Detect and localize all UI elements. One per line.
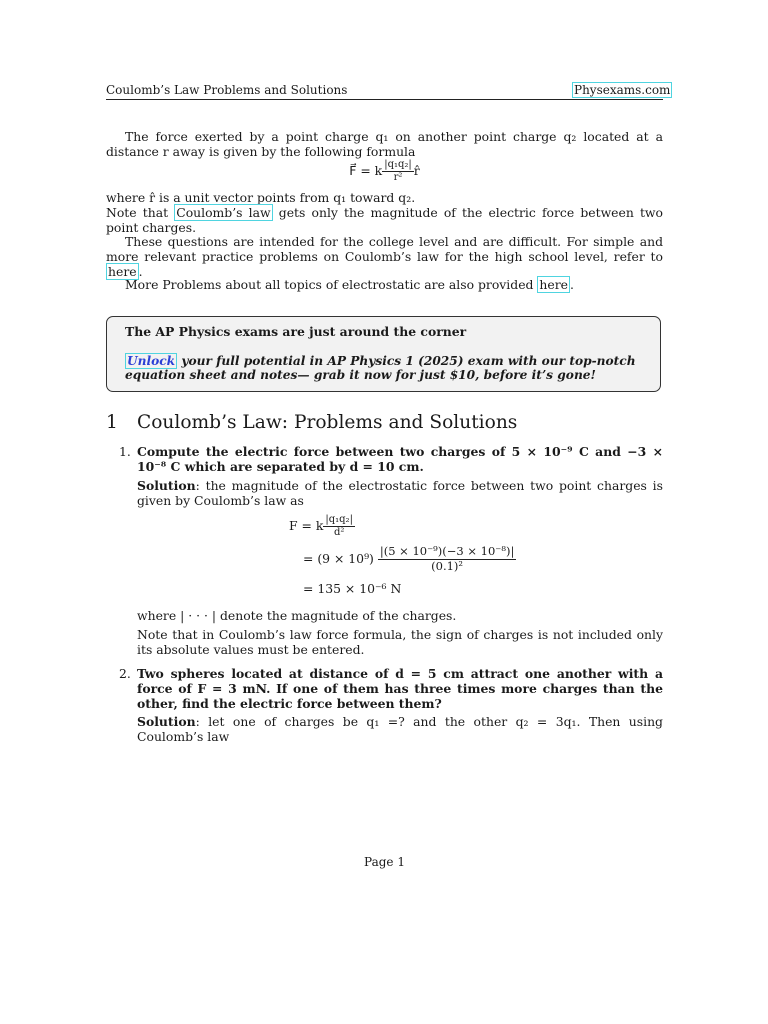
coulombs-law-link[interactable]: Coulomb’s law: [176, 205, 271, 220]
page-number: Page 1: [364, 855, 405, 869]
solution-text: : the magnitude of the electrostatic force between two point charges is given by Coulomb’s law as: [137, 478, 663, 508]
section-title: Coulomb’s Law: Problems and Solutions: [137, 412, 518, 433]
p3-end: .: [569, 277, 574, 292]
eq1-numerator: |q₁q₂|: [325, 514, 353, 525]
eq2-lhs: = (9 × 10⁹): [303, 550, 374, 566]
note-prefix: Note that: [106, 205, 175, 220]
solution-label: Solution: [137, 714, 196, 729]
problem-1-question: Compute the electric force between two charges of 5 × 10⁻⁹ C and −3 × 10⁻⁸ C which are separated by d = 10 cm.: [137, 444, 663, 474]
eq2-denominator: (0.1)²: [431, 558, 464, 573]
problem-2-number: 2.: [119, 666, 131, 681]
note-suffix: gets only the magnitude of the electric force between two point charges.: [106, 205, 663, 235]
high-school-link[interactable]: here: [108, 263, 137, 279]
problem-1-eq-line-2: [303, 545, 516, 574]
note-paragraph: [106, 206, 663, 236]
problem-1-eq-line-1: [289, 514, 355, 539]
formula-lhs: F⃗ = k: [349, 163, 383, 178]
eq1-lhs: F = k: [289, 518, 324, 533]
problem-1-note: Note that in Coulomb’s law force formula, the sign of charges is not included only its absolute values must be entered.: [137, 627, 663, 657]
where-unit-vector: where r̂ is a unit vector points from q₁ toward q₂.: [106, 190, 416, 205]
solution-text: : let one of charges be q₁ =? and the other q₂ = 3q₁. Then using Coulomb’s law: [137, 714, 663, 744]
problem-1-solution-intro: [137, 479, 663, 509]
p2-end: .: [138, 263, 143, 279]
ap-physics-promo-box: [106, 316, 661, 392]
section-heading: [106, 412, 517, 434]
problem-2-solution-intro: [137, 715, 663, 745]
eq1-fraction: [323, 514, 355, 539]
unlock-link[interactable]: Unlock: [127, 354, 176, 368]
p3-text: More Problems about all topics of electrostatic are also provided: [125, 277, 538, 292]
eq2-fraction: [378, 545, 517, 574]
problem-1-where: where | · · · | denote the magnitude of the charges.: [137, 608, 457, 623]
problem-1-number: 1.: [119, 444, 131, 459]
formula-fraction: [382, 159, 414, 184]
college-level-paragraph: [106, 235, 663, 280]
promo-text: [125, 354, 655, 383]
p2-text: These questions are intended for the college level and are difficult. For simple and more relevant practice problems on Coulomb’s law for the high school level, refer to: [106, 234, 663, 264]
coulomb-formula: [106, 159, 663, 184]
header-rule: [106, 99, 663, 100]
promo-body: your full potential in AP Physics 1 (2025) exam with our top-notch equation sheet and notes— grab it now for just $10, before it’s gone!: [125, 354, 636, 383]
header-title: Coulomb’s Law Problems and Solutions: [106, 83, 348, 97]
problem-1-eq-line-3: = 135 × 10⁻⁶ N: [303, 581, 402, 596]
intro-paragraph: The force exerted by a point charge q₁ on another point charge q₂ located at a distance r away is given by the following formula: [106, 129, 663, 159]
solution-label: Solution: [137, 478, 196, 493]
section-number: 1: [106, 412, 118, 433]
formula-numerator: |q₁q₂|: [384, 159, 412, 170]
problem-2-question: Two spheres located at distance of d = 5 cm attract one another with a force of F = 3 mN. If one of them has three times more charges than the other, find the electric force between them?: [137, 666, 663, 711]
formula-denominator: r²: [393, 172, 403, 183]
electrostatic-link[interactable]: here: [539, 277, 568, 292]
formula-rhs: r̂: [413, 163, 420, 178]
eq1-denominator: d²: [333, 527, 345, 538]
promo-title: The AP Physics exams are just around the corner: [125, 324, 467, 339]
site-link[interactable]: Physexams.com: [574, 83, 671, 97]
eq2-numerator: |(5 × 10⁻⁹)(−3 × 10⁻⁸)|: [379, 544, 515, 558]
more-problems-paragraph: [106, 278, 663, 293]
